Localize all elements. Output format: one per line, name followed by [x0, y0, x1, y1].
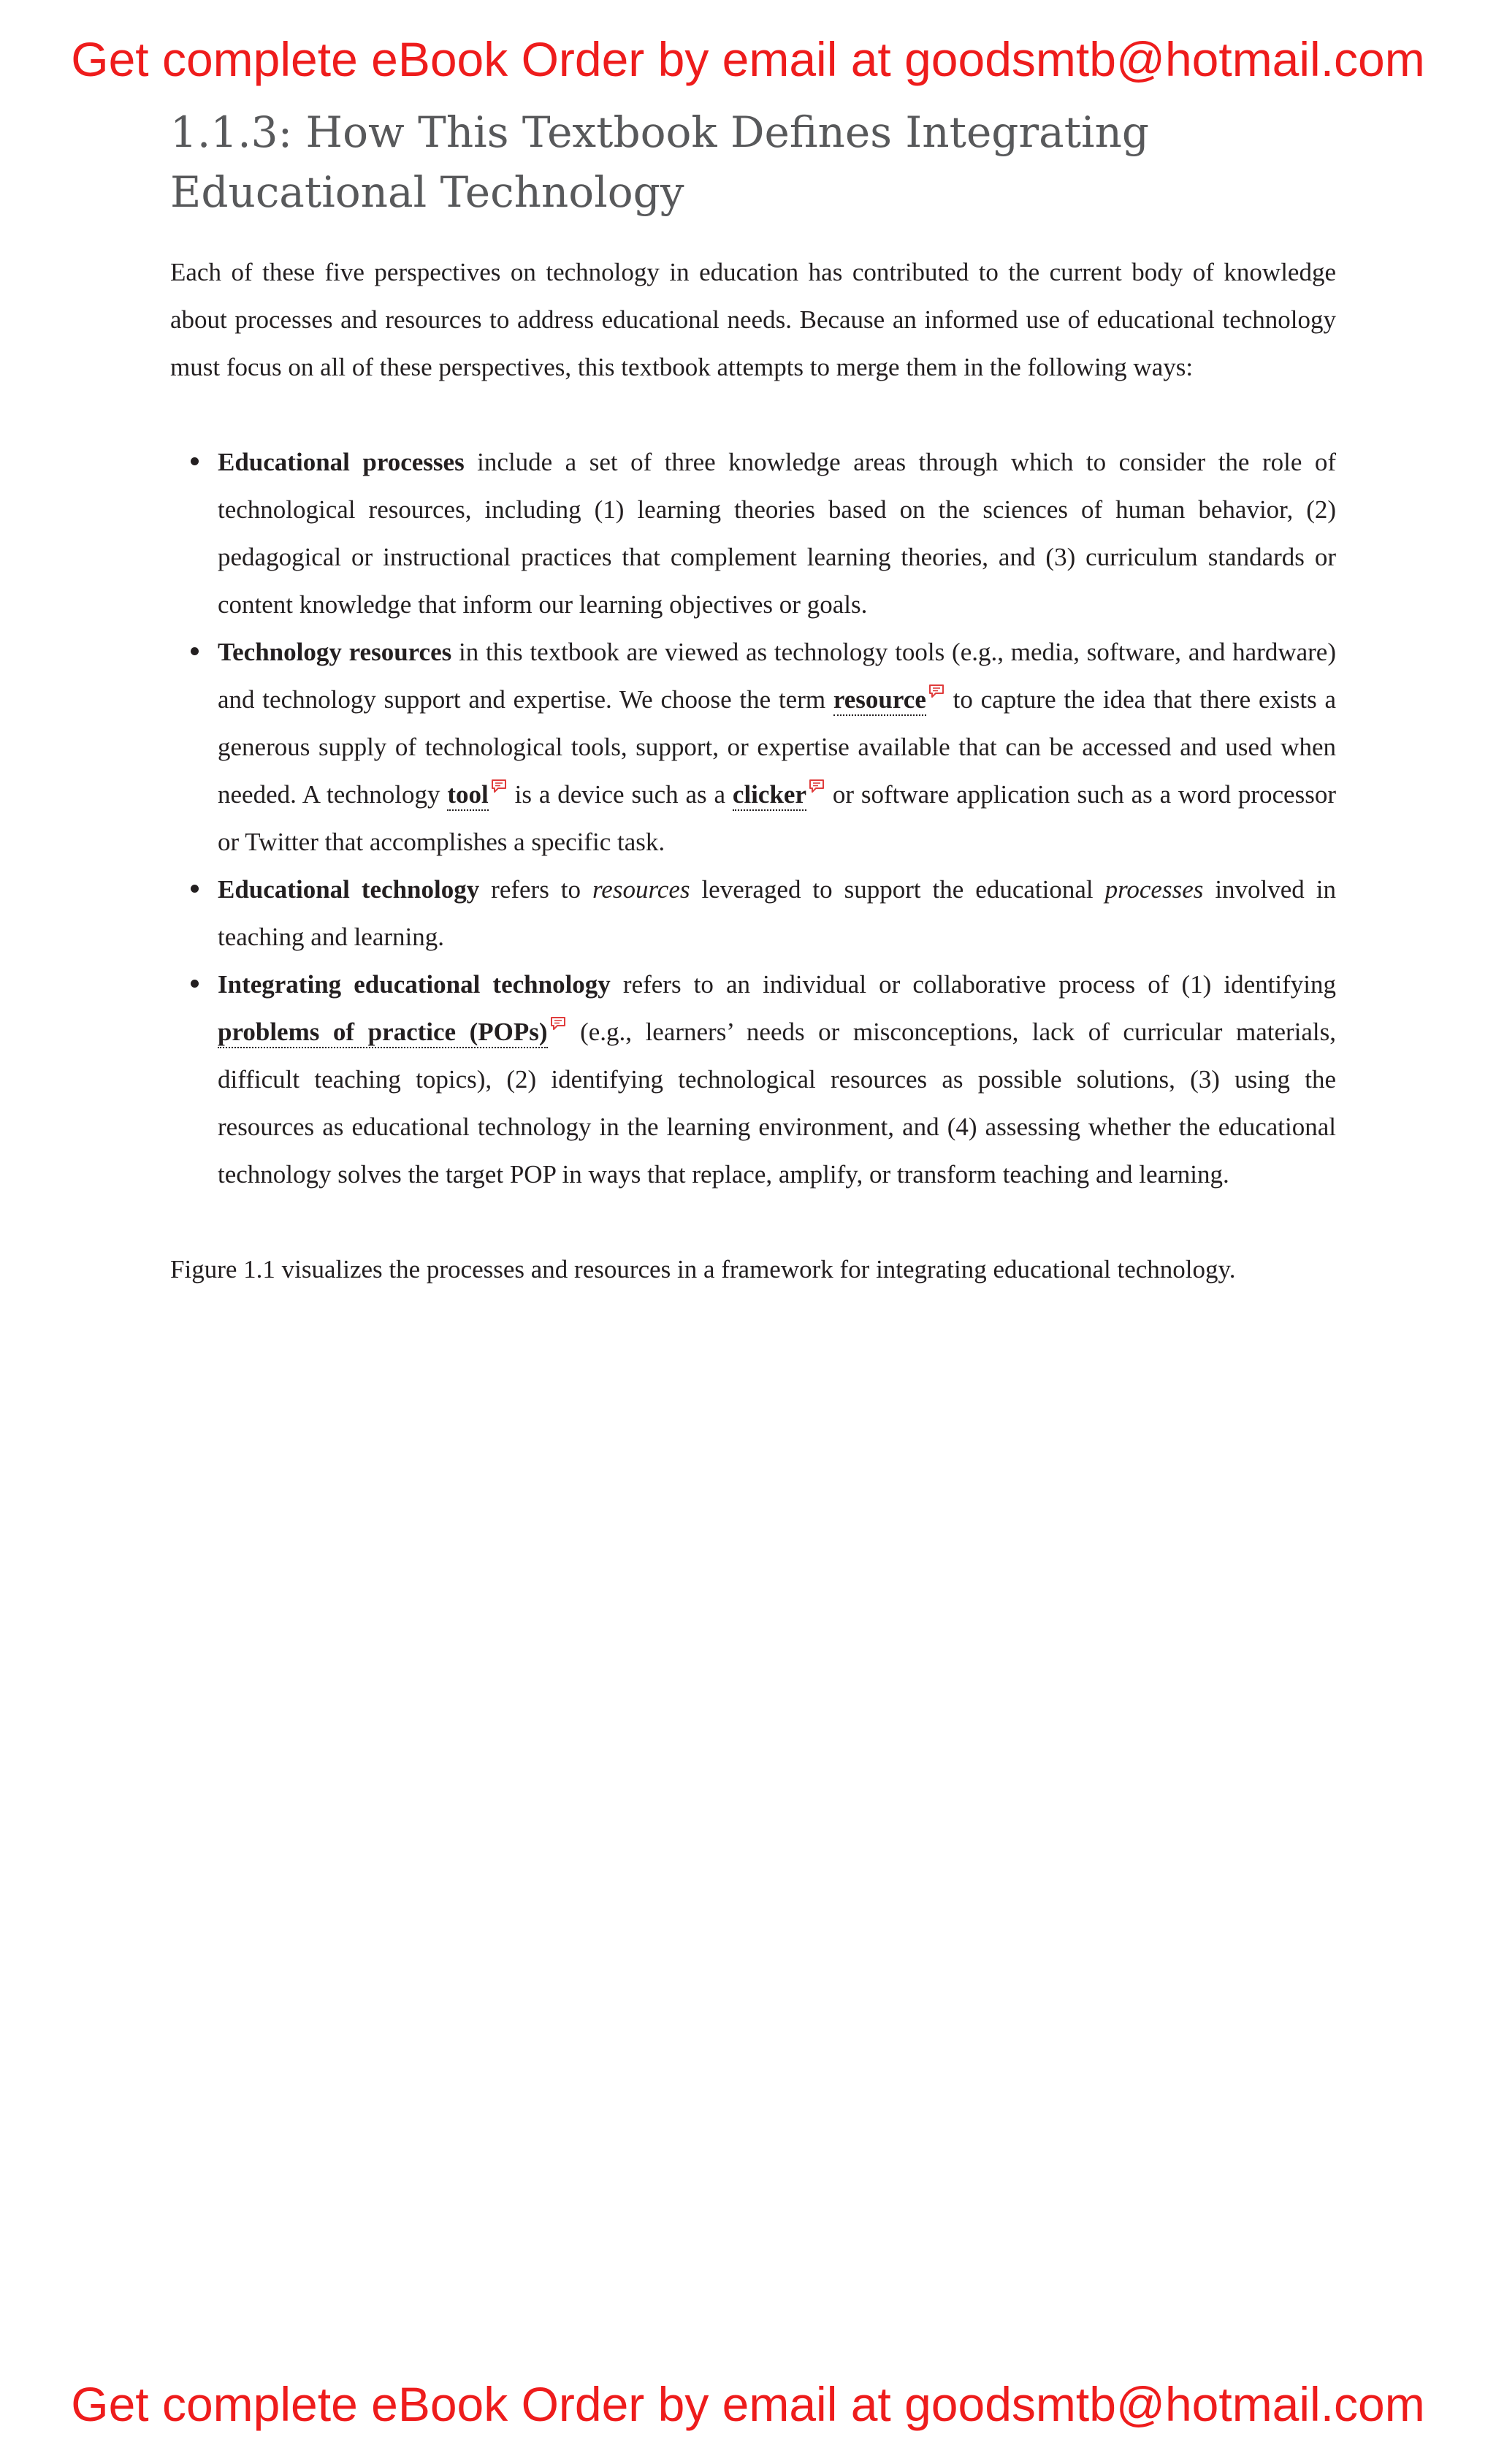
definition-text: to capture the idea that there exists a generous supply of technological tools, support, or expertise available that can be accessed and used when needed. A technology: [218, 685, 1337, 809]
definition-text: include a set of three knowledge areas through which to consider the role of technological resources, including (1) learning theories based on the sciences of human behavior, (2) pedagogical or instructional practices that complement learning theories, and (3) curriculum standards or content knowledge that inform our learning objectives or goals.: [218, 448, 1336, 619]
definition-text: refers to an individual or collaborative process of (1) identifying: [610, 970, 1336, 999]
definitions-list: [170, 438, 1336, 1198]
glossary-link-tool[interactable]: tool: [447, 780, 488, 811]
list-item-educational-technology: [170, 866, 1336, 961]
term-technology-resources: Technology resources: [218, 638, 452, 666]
glossary-note-icon[interactable]: [928, 684, 945, 698]
promo-banner-top: Get complete eBook Order by email at goodsmtb@hotmail.com: [71, 32, 1425, 86]
definition-text: or software application such as a word processor or Twitter that accomplishes a specific task.: [218, 780, 1336, 856]
definition-text: involved in teaching and learning.: [218, 875, 1336, 951]
glossary-note-icon[interactable]: [808, 779, 825, 793]
glossary-link-problems-of-practice[interactable]: problems of practice (POPs): [218, 1018, 548, 1048]
definition-text: refers to: [479, 875, 592, 904]
figure-reference-paragraph: Figure 1.1 visualizes the processes and resources in a framework for integrating educational technology.: [170, 1255, 1236, 1284]
intro-paragraph: Each of these five perspectives on technology in education has contributed to the current body of knowledge about processes and resources to address educational needs. Because an informed use of educational technology must focus on all of these perspectives, this textbook attempts to merge them in the following ways:: [170, 258, 1336, 381]
list-item-integrating-educational-technology: [170, 961, 1336, 1198]
definition-text: (e.g., learners’ needs or misconceptions, lack of curricular materials, difficult teaching topics), (2) identifying technological resources as possible solutions, (3) using the resources as educational technology in the learning environment, and (4) assessing whether the educational technology solves the target POP in ways that replace, amplify, or transform teaching and learning.: [218, 1018, 1336, 1189]
section-heading: 1.1.3: How This Textbook Defines Integrating Educational Technology: [170, 107, 1150, 217]
glossary-note-icon[interactable]: [490, 779, 508, 793]
bullet-dot: [191, 885, 199, 893]
glossary-note-icon[interactable]: [549, 1016, 567, 1031]
term-educational-technology: Educational technology: [218, 875, 480, 904]
term-educational-processes: Educational processes: [218, 448, 465, 476]
list-item-technology-resources: [170, 628, 1336, 866]
list-item-educational-processes: [170, 438, 1336, 628]
bullet-dot: [191, 457, 199, 465]
bullet-dot: [191, 647, 199, 655]
emphasis-processes: processes: [1104, 875, 1204, 904]
glossary-link-resource[interactable]: resource: [833, 685, 926, 716]
page-content: [170, 102, 1336, 1293]
emphasis-resources: resources: [592, 875, 690, 904]
term-integrating-educational-technology: Integrating educational technology: [218, 970, 611, 999]
definition-text: leveraged to support the educational: [690, 875, 1105, 904]
definition-text: is a device such as a: [507, 780, 733, 809]
bullet-dot: [191, 980, 199, 988]
definition-text: in this textbook are viewed as technology tools (e.g., media, software, and hardware) and technology support and expertise. We choose the term: [218, 638, 1336, 714]
glossary-link-clicker[interactable]: clicker: [733, 780, 806, 811]
promo-banner-bottom: Get complete eBook Order by email at goodsmtb@hotmail.com: [71, 2377, 1425, 2431]
